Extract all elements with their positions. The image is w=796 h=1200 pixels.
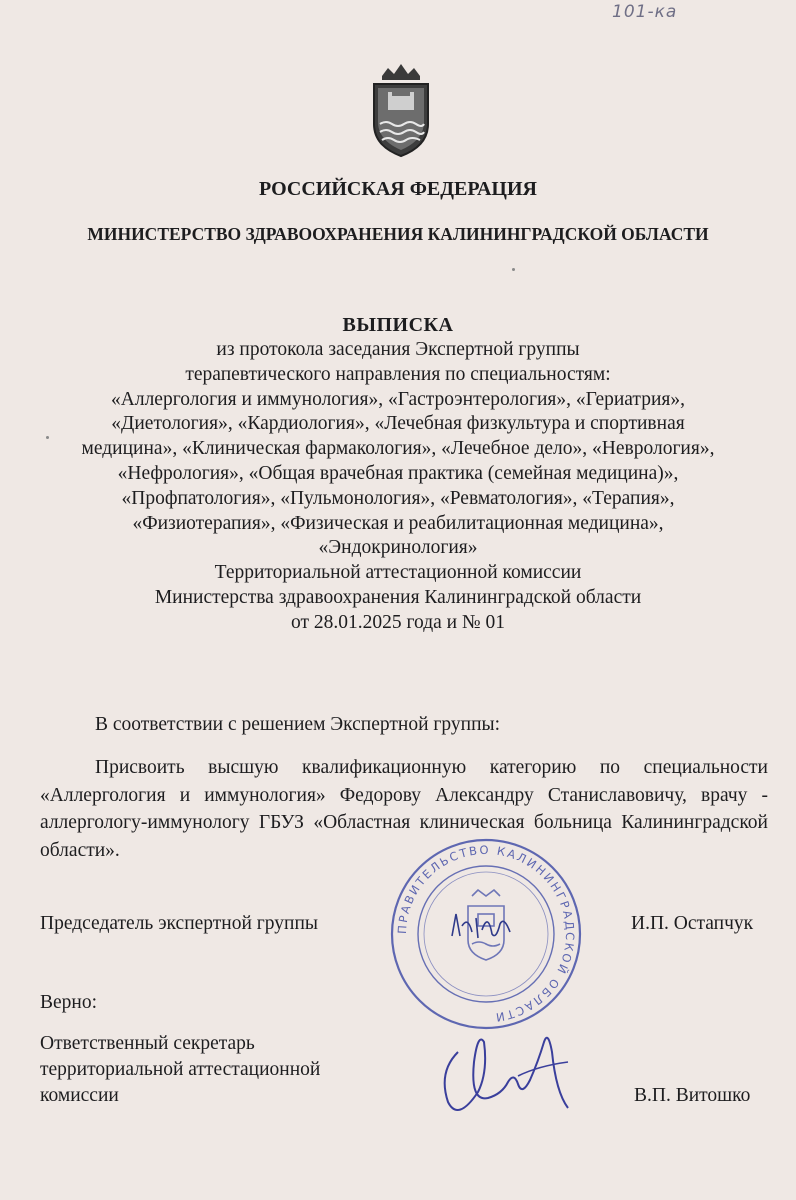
chairman-role: Председатель экспертной группы [40, 913, 319, 934]
subtitle-line: «Физиотерапия», «Физическая и реабилитационная медицина», [132, 512, 664, 534]
coat-of-arms-icon [368, 62, 434, 158]
subtitle-line: «Аллергология и иммунология», «Гастроэнтерология», «Гериатрия», [111, 388, 685, 410]
stamp-arc-text: ПРАВИТЕЛЬСТВО КАЛИНИНГРАДСКОЙ ОБЛАСТИ [394, 842, 578, 1025]
country-heading: РОССИЙСКАЯ ФЕДЕРАЦИЯ [258, 178, 537, 200]
secretary-signature [418, 1022, 586, 1132]
ministry-heading: МИНИСТЕРСТВО ЗДРАВООХРАНЕНИЯ КАЛИНИНГРАДСКОЙ ОБЛАСТИ [87, 224, 709, 244]
secretary-name: В.П. Витошко [634, 1085, 751, 1106]
intro-paragraph: В соответствии с решением Экспертной группы: [95, 714, 501, 735]
secretary-role-line: комиссии [40, 1085, 119, 1106]
subtitle-line: из протокола заседания Экспертной группы [216, 339, 580, 360]
protocol-subtitle [0, 338, 796, 636]
subtitle-line: «Нефрология», «Общая врачебная практика (семейная медицина)», [117, 462, 679, 484]
secretary-role-line: Ответственный секретарь [40, 1033, 255, 1054]
subtitle-line: «Эндокринология» [318, 537, 478, 559]
paper-speck [512, 268, 515, 271]
subtitle-line: терапевтического направления по специальностям: [185, 363, 611, 385]
document-title: ВЫПИСКА [342, 314, 454, 336]
handwritten-corner-note: 101-ка [612, 2, 678, 22]
subtitle-line: Территориальной аттестационной комиссии [214, 562, 582, 584]
chairman-name: И.П. Остапчук [631, 913, 754, 934]
chairman-signature [448, 906, 518, 946]
subtitle-line: Министерства здравоохранения Калининградской области [154, 586, 642, 608]
subtitle-line: «Профпатология», «Пульмонология», «Ревматология», «Терапия», [121, 487, 675, 509]
subtitle-line: от 28.01.2025 года и № 01 [291, 611, 505, 633]
verified-label: Верно: [40, 992, 98, 1013]
secretary-role-line: территориальной аттестационной [40, 1059, 321, 1080]
decision-paragraph: Присвоить высшую квалификационную категорию по специальности «Аллергология и иммунология» Федорову Александру Станиславовичу, врачу - аллергологу-иммунологу ГБУЗ «Областная клиническая больница Калининградской области». [40, 757, 768, 861]
subtitle-line: медицина», «Клиническая фармакология», «Лечебное дело», «Неврология», [81, 438, 715, 460]
subtitle-line: «Диетология», «Кардиология», «Лечебная физкультура и спортивная [111, 413, 685, 435]
